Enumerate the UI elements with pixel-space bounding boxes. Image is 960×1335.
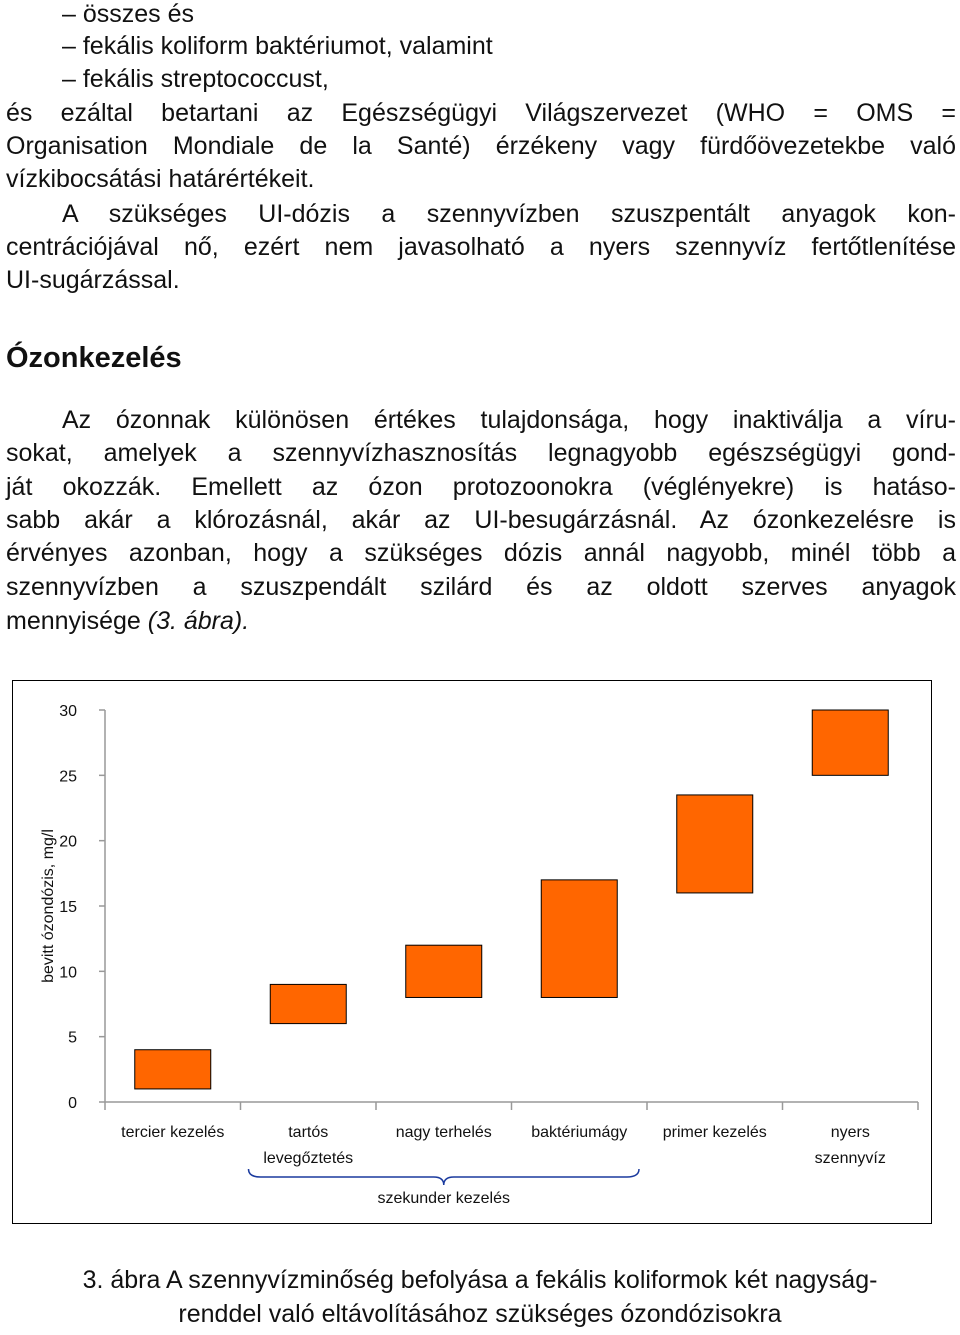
paragraph-line: sabb akár a klórozásnál, akár az UI-besugárzásnál. Az ózonkezelésre is [6, 506, 956, 534]
bracket-label: szekunder kezelés [377, 1190, 511, 1207]
y-tick-label: 20 [59, 833, 77, 851]
range-bar [406, 945, 482, 997]
paragraph-line: centrációjával nő, ezért nem javasolható a nyers szennyvíz fertőtlenítése [6, 233, 956, 261]
x-category-label: szennyvíz [814, 1150, 886, 1167]
x-category-label: levegőztetés [263, 1150, 354, 1167]
x-category-label: tercier kezelés [121, 1124, 225, 1141]
secondary-treatment-bracket [249, 1169, 640, 1185]
paragraph-line: Organisation Mondiale de la Santé) érzékeny vagy fürdőövezetekbe való [6, 132, 956, 160]
paragraph-line: A szükséges UI-dózis a szennyvízben szuszpentált anyagok kon- [62, 200, 956, 228]
paragraph-line: sokat, amelyek a szennyvízhasznosítás legnagyobb egészségügyi gond- [6, 439, 956, 467]
bullet-item: – összes és [62, 0, 195, 28]
paragraph-line: szennyvízben a szuszpendált szilárd és az oldott szerves anyagok [6, 573, 956, 601]
y-tick-label: 10 [59, 964, 77, 982]
figure-chart-frame [12, 680, 932, 1224]
x-category-label: baktériumágy [531, 1124, 628, 1141]
x-category-label: nyers [830, 1124, 870, 1141]
y-tick-label: 25 [59, 768, 77, 786]
paragraph-line: vízkibocsátási határértékeit. [6, 165, 315, 193]
figure-reference: (3. ábra). [147, 607, 250, 635]
caption-line: 3. ábra A szennyvízminőség befolyása a fekális koliformok két nagyság- [82, 1266, 878, 1294]
y-tick-label: 15 [59, 899, 77, 916]
range-bar [541, 880, 617, 998]
paragraph-line: érvényes azonban, hogy a szükséges dózis annál nagyobb, minél több a [6, 539, 956, 567]
bullet-item: – fekális streptococcust, [62, 65, 329, 93]
y-tick-label: 5 [68, 1029, 77, 1047]
paragraph-line: ját okozzák. Emellett az ózon protozoonokra (véglényekre) is hatáso- [6, 473, 956, 501]
section-heading: Ózonkezelés [6, 342, 182, 374]
paragraph-ozone-last-text: mennyisége [6, 607, 148, 635]
range-bar [270, 984, 346, 1023]
x-category-label: nagy terhelés [395, 1124, 492, 1141]
paragraph-line: UI-sugárzással. [6, 266, 180, 294]
paragraph-line: és ezáltal betartani az Egészségügyi Világszervezet (WHO = OMS = [6, 99, 956, 127]
paragraph-ozone-last-line [6, 605, 956, 638]
range-bar [812, 710, 888, 775]
bullet-item: – fekális koliform baktériumot, valamint [62, 32, 493, 60]
x-category-label: primer kezelés [662, 1124, 767, 1141]
x-category-label: tartós [288, 1124, 329, 1141]
y-tick-label: 30 [59, 703, 77, 720]
y-axis-label: bevitt ózondózis, mg/l [40, 829, 57, 983]
paragraph-line: Az ózonnak különösen értékes tulajdonsága, hogy inaktiválja a víru- [62, 406, 956, 434]
caption-line: renddel való eltávolításához szükséges ózondózisokra [178, 1300, 782, 1328]
range-bar [135, 1050, 211, 1089]
ozone-dose-chart [13, 681, 931, 1223]
range-bar [677, 795, 753, 893]
y-tick-label: 0 [68, 1095, 77, 1112]
